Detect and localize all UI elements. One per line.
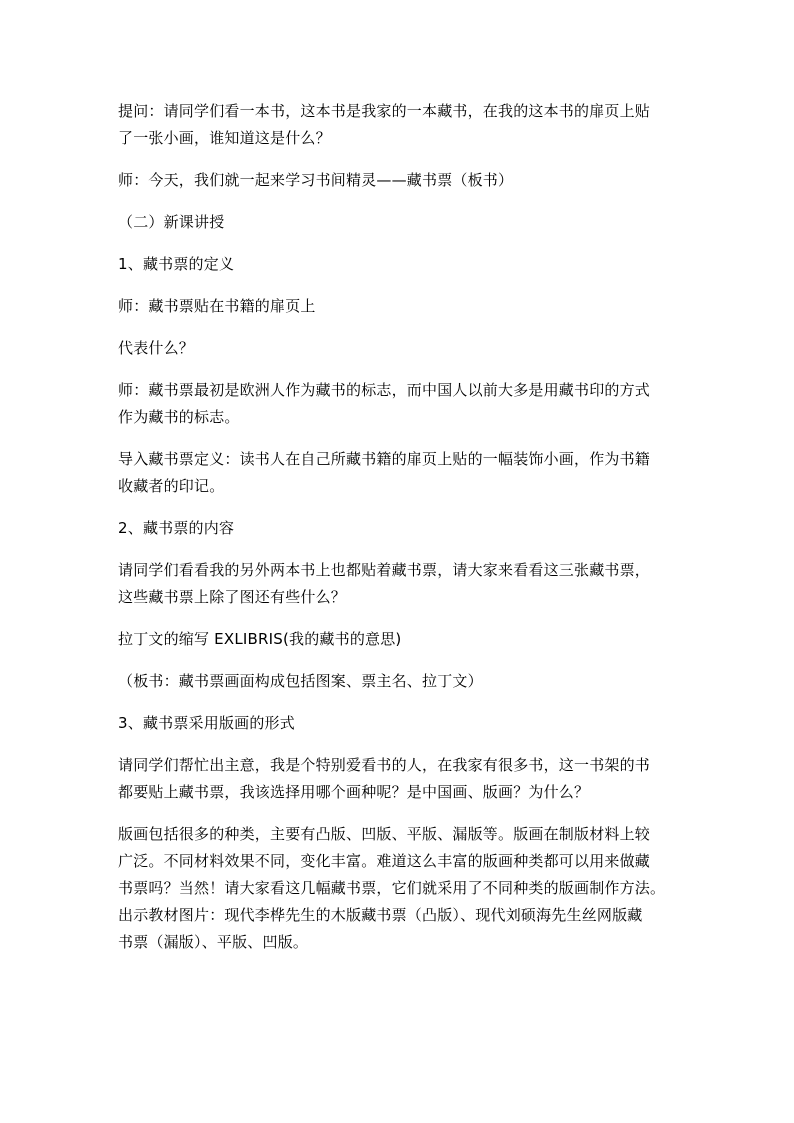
paragraph: [118, 98, 688, 152]
paragraph: [118, 752, 688, 806]
paragraph: [118, 209, 688, 236]
text-line: 书票吗？当然！请大家看这几幅藏书票，它们就采用了不同种类的版画制作方法。: [118, 879, 666, 897]
text-line: 代表什么？: [118, 339, 195, 357]
text-line: 师：藏书票最初是欧洲人作为藏书的标志，而中国人以前大多是用藏书印的方式: [118, 381, 651, 399]
paragraph: [118, 335, 688, 362]
paragraph: [118, 626, 688, 653]
text-line: 导入藏书票定义：读书人在自己所藏书籍的扉页上贴的一幅装饰小画，作为书籍: [118, 450, 651, 468]
text-line: 拉丁文的缩写 EXLIBRIS(我的藏书的意思): [118, 630, 402, 648]
paragraph: [118, 515, 688, 542]
text-line: 请同学们看看我的另外两本书上也都贴着藏书票，请大家来看看这三张藏书票，: [118, 561, 651, 579]
paragraph: [118, 293, 688, 320]
text-line: 书票（漏版）、平版、凹版。: [118, 933, 309, 951]
paragraph: [118, 557, 688, 611]
text-line: 3、藏书票采用版画的形式: [118, 714, 295, 732]
text-line: 版画包括很多的种类，主要有凸版、凹版、平版、漏版等。版画在制版材料上较: [118, 825, 651, 843]
paragraph: [118, 821, 688, 956]
text-line: 2、藏书票的内容: [118, 519, 235, 537]
text-line: 收藏者的印记。: [118, 477, 225, 495]
text-line: 这些藏书票上除了图还有些什么？: [118, 588, 347, 606]
document-body: [118, 98, 688, 971]
paragraph: [118, 167, 688, 194]
text-line: 了一张小画，谁知道这是什么？: [118, 129, 331, 147]
text-line: 广泛。不同材料效果不同，变化丰富。难道这么丰富的版画种类都可以用来做藏: [118, 852, 651, 870]
text-line: （板书：藏书票画面构成包括图案、票主名、拉丁文）: [118, 672, 483, 690]
text-line: 出示教材图片：现代李桦先生的木版藏书票（凸版）、现代刘硕海先生丝网版藏: [118, 906, 643, 924]
text-line: 师：今天，我们就一起来学习书间精灵——藏书票（板书）: [118, 171, 514, 189]
text-line: 师：藏书票贴在书籍的扉页上: [118, 297, 316, 315]
text-line: 作为藏书的标志。: [118, 408, 240, 426]
paragraph: [118, 446, 688, 500]
text-line: 请同学们帮忙出主意，我是个特别爱看书的人，在我家有很多书，这一书架的书: [118, 756, 651, 774]
paragraph: [118, 251, 688, 278]
paragraph: [118, 668, 688, 695]
text-line: 提问：请同学们看一本书，这本书是我家的一本藏书，在我的这本书的扉页上贴: [118, 102, 651, 120]
paragraph: [118, 377, 688, 431]
text-line: 1、藏书票的定义: [118, 255, 235, 273]
paragraph: [118, 710, 688, 737]
text-line: 都要贴上藏书票，我该选择用哪个画种呢？是中国画、版画？为什么？: [118, 783, 590, 801]
text-line: （二）新课讲授: [118, 213, 225, 231]
